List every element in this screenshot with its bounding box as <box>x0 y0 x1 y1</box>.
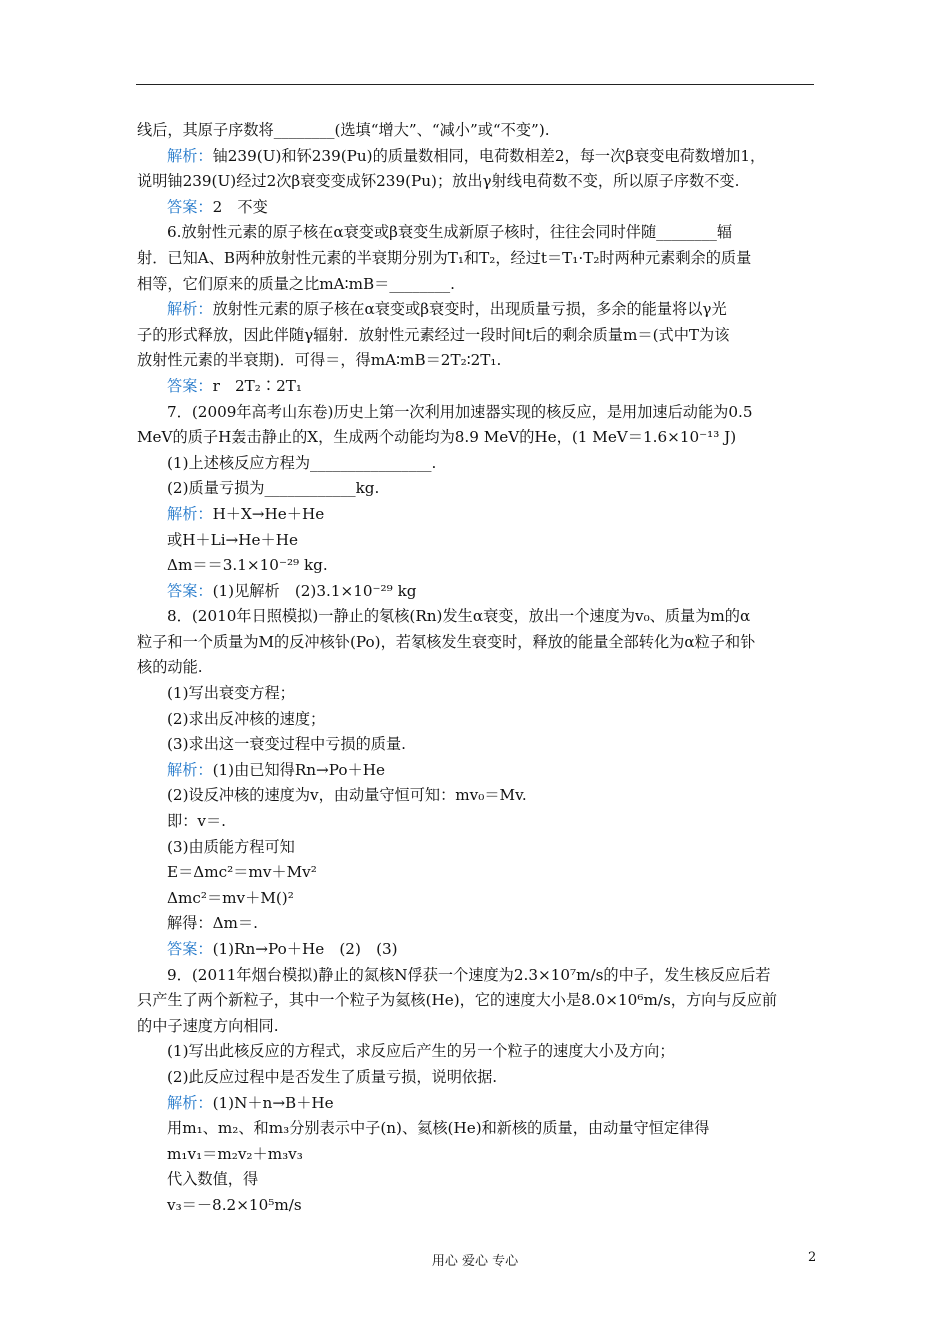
line-text: Δmc²＝mv＋M()² <box>167 888 294 907</box>
text-line <box>137 1142 817 1168</box>
line-text: 铀239(U)和钚239(Pu)的质量数相同，电荷数相差2，每一次β衰变电荷数增加1， <box>212 146 766 165</box>
line-text: 6.放射性元素的原子核在α衰变或β衰变生成新原子核时，往往会同时伴随________辐 <box>167 223 733 242</box>
line-text: 解得：Δm＝. <box>167 914 258 933</box>
text-line <box>137 476 817 502</box>
text-line <box>137 502 817 528</box>
text-line <box>137 630 817 656</box>
text-line <box>137 425 817 451</box>
answer-label: 解析： <box>167 1093 213 1112</box>
text-line <box>137 886 817 912</box>
text-line <box>137 655 817 681</box>
text-line <box>137 451 817 477</box>
line-text: v₃＝－8.2×10⁵m/s <box>167 1195 302 1214</box>
text-line <box>137 220 817 246</box>
line-text: (2)求出反冲核的速度； <box>167 709 326 728</box>
text-line <box>137 963 817 989</box>
line-text: r 2T₂∶2T₁ <box>212 376 302 395</box>
line-text: 放射性元素的原子核在α衰变或β衰变时，出现质量亏损，多余的能量将以γ光 <box>212 300 727 319</box>
text-line <box>137 707 817 733</box>
line-text: (3)由质能方程可知 <box>167 837 295 856</box>
line-text: 相等，它们原来的质量之比mA∶mB＝________. <box>137 274 455 293</box>
text-line <box>137 374 817 400</box>
line-text: 2 不变 <box>212 197 268 216</box>
answer-label: 解析： <box>167 760 213 779</box>
line-text: 射．已知A、B两种放射性元素的半衰期分别为T₁和T₂，经过t＝T₁·T₂时两种元素剩余的质量 <box>137 248 752 267</box>
answer-label: 答案： <box>167 581 213 600</box>
text-line <box>137 911 817 937</box>
text-line <box>137 1014 817 1040</box>
text-line <box>137 1091 817 1117</box>
line-text: 粒子和一个质量为M的反冲核钋(Po)，若氡核发生衰变时，释放的能量全部转化为α粒子和钋 <box>137 632 756 651</box>
line-text: 8．(2010年日照模拟)一静止的氡核(Rn)发生α衰变，放出一个速度为v₀、质量为m的α <box>167 607 751 626</box>
line-text: (1)N＋n→B＋He <box>212 1093 334 1112</box>
line-text: m₁v₁＝m₂v₂＋m₃v₃ <box>167 1144 303 1163</box>
answer-label: 解析： <box>167 300 213 319</box>
text-line <box>137 195 817 221</box>
text-line <box>137 732 817 758</box>
document-body <box>137 118 817 1219</box>
line-text: 7．(2009年高考山东卷)历史上第一次利用加速器实现的核反应，是用加速后动能为0.5 <box>167 402 753 421</box>
text-line <box>137 1039 817 1065</box>
line-text: 说明铀239(U)经过2次β衰变变成钚239(Pu)；放出γ射线电荷数不变，所以原子序数不变. <box>137 172 740 191</box>
text-line <box>137 783 817 809</box>
answer-label: 解析： <box>167 504 213 523</box>
text-line <box>137 835 817 861</box>
answer-label: 解析： <box>167 146 213 165</box>
line-text: Δm＝＝3.1×10⁻²⁹ kg. <box>167 556 328 575</box>
text-line <box>137 400 817 426</box>
line-text: 即：v＝. <box>167 812 226 831</box>
text-line <box>137 1065 817 1091</box>
line-text: (1)写出此核反应的方程式，求反应后产生的另一个粒子的速度大小及方向； <box>167 1042 675 1061</box>
line-text: 代入数值，得 <box>167 1170 259 1189</box>
line-text: (2)此反应过程中是否发生了质量亏损，说明依据. <box>167 1067 498 1086</box>
text-line <box>137 348 817 374</box>
line-text: 或H＋Li→He＋He <box>167 530 298 549</box>
line-text: 放射性元素的半衰期)．可得＝，得mA∶mB＝2T₂∶2T₁. <box>137 351 502 370</box>
text-line <box>137 272 817 298</box>
line-text: 9．(2011年烟台模拟)静止的氮核N俘获一个速度为2.3×10⁷m/s的中子，发生核反应后若 <box>167 965 771 984</box>
answer-label: 答案： <box>167 376 213 395</box>
text-line <box>137 860 817 886</box>
text-line <box>137 604 817 630</box>
text-line <box>137 579 817 605</box>
line-text: (3)求出这一衰变过程中亏损的质量. <box>167 735 406 754</box>
line-text: 只产生了两个新粒子，其中一个粒子为氦核(He)，它的速度大小是8.0×10⁶m/s，方向与反应前 <box>137 991 778 1010</box>
text-line <box>137 988 817 1014</box>
line-text: (1)见解析 (2)3.1×10⁻²⁹ kg <box>212 581 417 600</box>
text-line <box>137 144 817 170</box>
text-line <box>137 681 817 707</box>
text-line <box>137 118 817 144</box>
header-rule <box>136 84 814 85</box>
line-text: (1)Rn→Po＋He (2) (3) <box>212 940 398 958</box>
line-text: MeV的质子H轰击静止的X，生成两个动能均为8.9 MeV的He，(1 MeV＝1.6×10⁻¹³ J) <box>137 428 737 447</box>
line-text: 核的动能. <box>137 658 203 677</box>
line-text: (2)质量亏损为____________kg. <box>167 479 380 498</box>
text-line <box>137 323 817 349</box>
line-text: E＝Δmc²＝mv＋Mv² <box>167 863 317 882</box>
text-line <box>137 758 817 784</box>
line-text: (1)由已知得Rn→Po＋He <box>212 760 385 779</box>
text-line <box>137 937 817 963</box>
text-line <box>137 297 817 323</box>
text-line <box>137 1116 817 1142</box>
text-line <box>137 528 817 554</box>
line-text: 的中子速度方向相同. <box>137 1016 279 1035</box>
answer-label: 答案： <box>167 197 213 216</box>
footer-slogan: 用心 爱心 专心 <box>431 1254 519 1269</box>
line-text: (1)写出衰变方程； <box>167 684 295 703</box>
text-line <box>137 246 817 272</box>
text-line <box>137 809 817 835</box>
line-text: H＋X→He＋He <box>212 504 325 523</box>
text-line <box>137 1167 817 1193</box>
line-text: (2)设反冲核的速度为v，由动量守恒可知：mv₀＝Mv. <box>167 786 527 805</box>
page-number: 2 <box>808 1250 817 1265</box>
answer-label: 答案： <box>167 940 213 958</box>
text-line <box>137 169 817 195</box>
text-line <box>137 553 817 579</box>
line-text: 线后，其原子序数将________(选填“增大”、“减小”或“不变”). <box>137 121 550 139</box>
line-text: 子的形式释放，因此伴随γ辐射．放射性元素经过一段时间t后的剩余质量m＝(式中T为该 <box>137 325 730 344</box>
line-text: (1)上述核反应方程为________________. <box>167 453 437 472</box>
line-text: 用m₁、m₂、和m₃分别表示中子(n)、氦核(He)和新核的质量，由动量守恒定律得 <box>167 1119 710 1138</box>
text-line <box>137 1193 817 1219</box>
